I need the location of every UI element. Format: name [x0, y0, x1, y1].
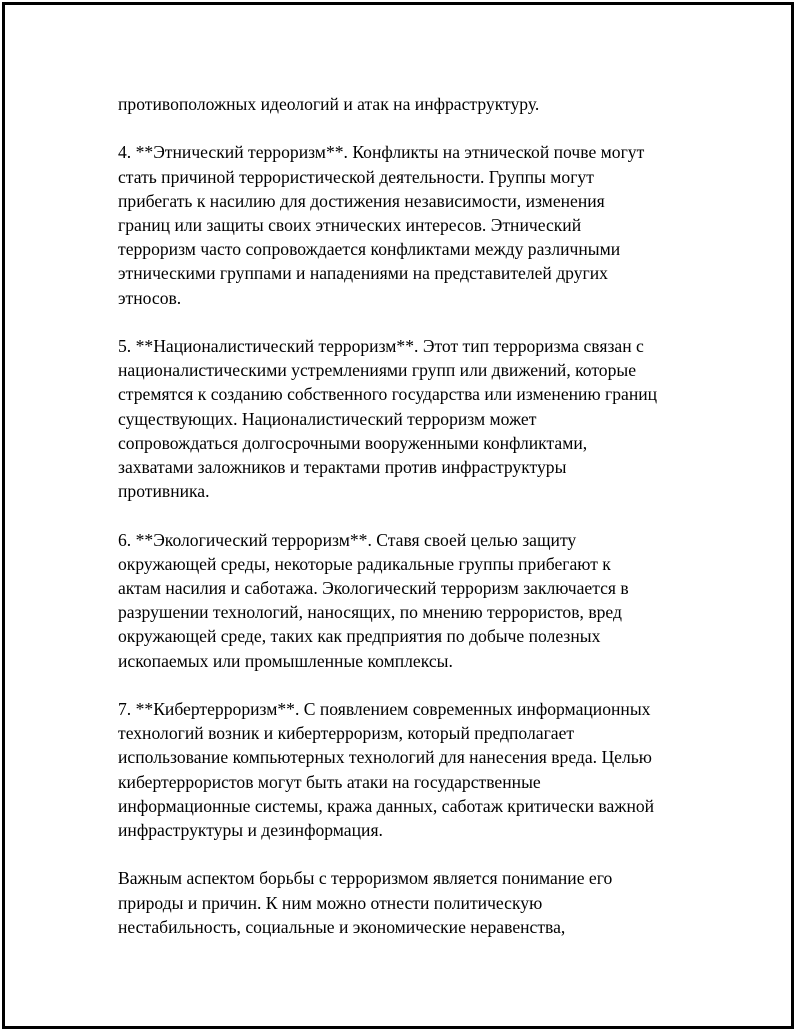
- text-line: актам насилия и саботажа. Экологический терроризм заключается в: [118, 578, 629, 599]
- text-line: природы и причин. К ним можно отнести политическую: [118, 892, 543, 913]
- text-line: стать причиной террористической деятельности. Группы могут: [118, 166, 594, 187]
- text-line: захватами заложников и терактами против инфраструктуры: [118, 457, 567, 478]
- text-line: технологий возник и кибертерроризм, который предполагает: [118, 723, 575, 744]
- text-line: этносов.: [118, 287, 182, 308]
- text-line: инфраструктуры и дезинформация.: [118, 820, 383, 841]
- text-line: Важным аспектом борьбы с терроризмом является понимание его: [118, 868, 613, 889]
- text-line: существующих. Националистический терроризм может: [118, 408, 537, 429]
- text-line: прибегать к насилию для достижения независимости, изменения: [118, 190, 605, 211]
- text-line: 4. **Этнический терроризм**. Конфликты на этнической почве могут: [118, 142, 645, 163]
- text-line: кибертеррористов могут быть атаки на государственные: [118, 771, 541, 792]
- paragraph-continuation: [118, 92, 698, 116]
- text-line: этническими группами и нападениями на представителей других: [118, 263, 608, 284]
- text-line: окружающей среды, некоторые радикальные группы прибегают к: [118, 553, 611, 574]
- text-line: 6. **Экологический терроризм**. Ставя своей целью защиту: [118, 529, 577, 550]
- text-line: националистическими устремлениями групп или движений, которые: [118, 360, 637, 381]
- text-line: терроризм часто сопровождается конфликтами между различными: [118, 239, 621, 260]
- text-line: сопровождаться долгосрочными вооруженными конфликтами,: [118, 432, 588, 453]
- document-body: [118, 92, 698, 963]
- paragraph-ecological-terrorism: [118, 528, 698, 673]
- paragraph-ethnic-terrorism: [118, 140, 698, 309]
- text-line: окружающей среде, таких как предприятия по добыче полезных: [118, 626, 601, 647]
- text-line: противоположных идеологий и атак на инфраструктуру.: [118, 94, 540, 114]
- text-line: 7. **Кибертерроризм**. С появлением современных информационных: [118, 699, 651, 720]
- text-line: ископаемых или промышленные комплексы.: [118, 650, 453, 671]
- text-line: использование компьютерных технологий для нанесения вреда. Целью: [118, 747, 652, 768]
- paragraph-nationalist-terrorism: [118, 334, 698, 503]
- text-line: 5. **Националистический терроризм**. Этот тип терроризма связан с: [118, 336, 644, 356]
- text-line: противника.: [118, 481, 210, 502]
- text-line: стремятся к созданию собственного государства или изменению границ: [118, 384, 658, 405]
- paragraph-cyberterrorism: [118, 697, 698, 842]
- paragraph-conclusion: [118, 866, 698, 939]
- text-line: границ или защиты своих этнических интересов. Этнический: [118, 215, 582, 235]
- text-line: информационные системы, кража данных, саботаж критически важной: [118, 795, 655, 816]
- text-line: нестабильность, социальные и экономические неравенства,: [118, 916, 566, 937]
- text-line: разрушении технологий, наносящих, по мнению террористов, вред: [118, 602, 622, 623]
